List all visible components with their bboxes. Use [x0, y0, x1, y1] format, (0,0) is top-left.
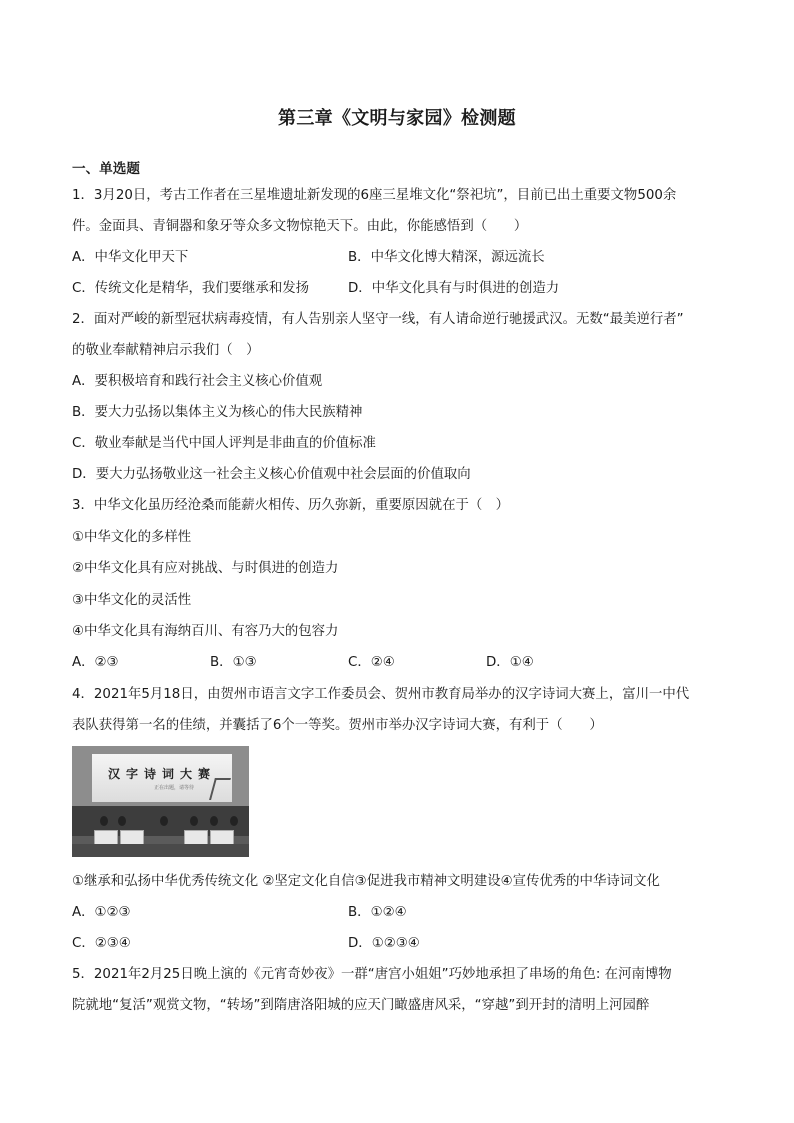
q4-statements: ①继承和弘扬中华优秀传统文化 ②坚定文化自信③促进我市精神文明建设④宣传优秀的中华诗词文化 [72, 874, 660, 889]
q4-option-a: A．①②③ [72, 905, 131, 920]
q1-stem-line2: 件。金面具、青铜器和象牙等众多文物惊艳天下。由此，你能感悟到（ ） [72, 219, 528, 234]
q1-stem-line1: 1．3月20日，考古工作者在三星堆遗址新发现的6座三星堆文化“祭祀坑”，目前已出土重要文物500余 [72, 188, 677, 203]
q4-option-b: B．①②④ [348, 905, 407, 920]
poetry-contest-photo [72, 746, 249, 857]
q5-stem-line1: 5．2021年2月25日晚上演的《元宵奇妙夜》一群“唐宫小姐姐”巧妙地承担了串场的角色: 在河南博物 [72, 967, 672, 982]
q2-stem-line1: 2．面对严峻的新型冠状病毒疫情，有人告别亲人坚守一线，有人请命逆行驰援武汉。无数“最美逆行者” [72, 312, 684, 327]
q3-option-a: A．②③ [72, 655, 119, 670]
q1-option-c: C．传统文化是精华，我们要继承和发扬 [72, 281, 309, 296]
q2-option-a: A．要积极培育和践行社会主义核心价值观 [72, 374, 323, 389]
q4-option-d: D．①②③④ [348, 936, 420, 951]
section-heading: 一、单选题 [72, 161, 140, 177]
q4-stem-line2: 表队获得第一名的佳绩，并囊括了6个一等奖。贺州市举办汉字诗词大赛，有利于（ ） [72, 718, 603, 733]
q1-option-b: B．中华文化博大精深，源远流长 [348, 250, 545, 265]
q3-option-d: D．①④ [486, 655, 534, 670]
q3-option-b: B．①③ [210, 655, 257, 670]
q2-option-d: D．要大力弘扬敬业这一社会主义核心价值观中社会层面的价值取向 [72, 467, 471, 482]
q4-stem-line1: 4．2021年5月18日，由贺州市语言文字工作委员会、贺州市教育局举办的汉字诗词大赛上，富川一中代 [72, 687, 690, 702]
q3-statement-1: ①中华文化的多样性 [72, 530, 192, 545]
q3-statement-2: ②中华文化具有应对挑战、与时俱进的创造力 [72, 561, 339, 576]
q1-option-a: A．中华文化甲天下 [72, 250, 189, 265]
contest-screen-subtext: 正在出题，请等待 [154, 785, 195, 791]
q2-option-b: B．要大力弘扬以集体主义为核心的伟大民族精神 [72, 405, 363, 420]
q1-option-d: D．中华文化具有与时俱进的创造力 [348, 281, 560, 296]
q2-option-c: C．敬业奉献是当代中国人评判是非曲直的价值标准 [72, 436, 376, 451]
q3-statement-3: ③中华文化的灵活性 [72, 593, 192, 608]
q2-stem-line2: 的敬业奉献精神启示我们（ ） [72, 343, 260, 358]
q5-stem-line2: 院就地“复活”观赏文物，“转场”到隋唐洛阳城的应天门瞰盛唐风采，“穿越”到开封的清明上河园醉 [72, 998, 650, 1013]
q3-statement-4: ④中华文化具有海纳百川、有容乃大的包容力 [72, 624, 339, 639]
contest-screen [92, 754, 232, 802]
q4-option-c: C．②③④ [72, 936, 131, 951]
q3-stem: 3．中华文化虽历经沧桑而能薪火相传、历久弥新，重要原因就在于（ ） [72, 498, 510, 513]
q3-option-c: C．②④ [348, 655, 395, 670]
page-title: 第三章《文明与家园》检测题 [278, 108, 516, 129]
contest-banner-text: 汉字诗词大赛 [107, 767, 216, 781]
